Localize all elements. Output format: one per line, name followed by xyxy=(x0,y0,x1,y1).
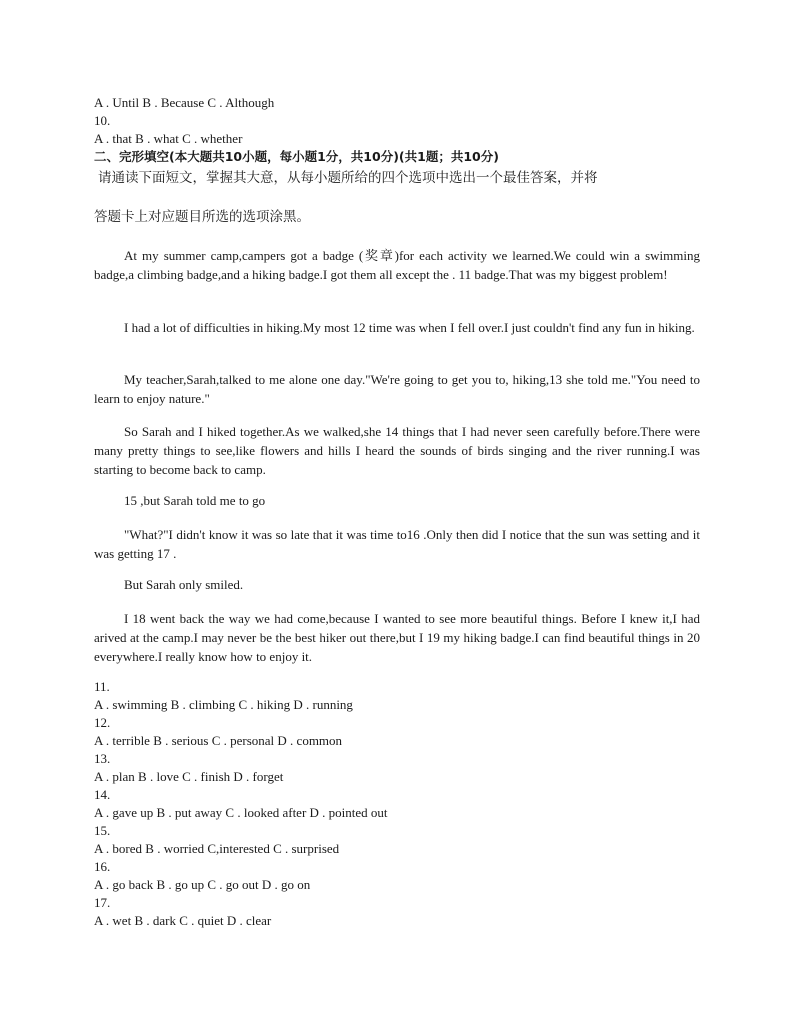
question-16-number: 16. xyxy=(94,859,111,874)
question-11-number: 11. xyxy=(94,679,110,694)
question-11-options: A . swimming B . climbing C . hiking D . running xyxy=(94,697,353,712)
passage-paragraph-4: So Sarah and I hiked together.As we walked,she 14 things that I had never seen carefully before.There were many pretty things to see,like flowers and hills I heard the sounds of birds singing and the river running.I was starting to become back to camp. xyxy=(94,424,700,477)
instruction-line-1: 请通读下面短文，掌握其大意，从每小题所给的四个选项中选出一个最佳答案，并将 xyxy=(98,170,598,186)
passage-paragraph-7: But Sarah only smiled. xyxy=(124,577,244,592)
passage-paragraph-8: I 18 went back the way we had come,because I wanted to see more beautiful things. Before I knew it,I had arived at the camp.I may never be the best hiker out there,but I 19 my hiking badge.I can find beautiful things in 20 everywhere.I really know how to enjoy it. xyxy=(94,611,700,664)
question-13-number: 13. xyxy=(94,751,111,766)
q9-options: A . Until B . Because C . Although xyxy=(94,95,275,110)
instruction-line-2: 答题卡上对应题目所选的选项涂黑。 xyxy=(94,209,310,225)
question-15-number: 15. xyxy=(94,823,111,838)
q10-options: A . that B . what C . whether xyxy=(94,131,243,146)
question-13-options: A . plan B . love C . finish D . forget xyxy=(94,769,284,784)
question-15-options: A . bored B . worried C,interested C . surprised xyxy=(94,841,340,856)
question-14-options: A . gave up B . put away C . looked after D . pointed out xyxy=(94,805,388,820)
passage-paragraph-6: "What?"I didn't know it was so late that it was time to16 .Only then did I notice that the sun was setting and it was getting 17 . xyxy=(94,527,700,561)
question-17-options: A . wet B . dark C . quiet D . clear xyxy=(94,913,272,928)
q10-number: 10. xyxy=(94,113,111,128)
section-heading: 二、完形填空(本大题共10小题，每小题1分，共10分)(共1题；共10分) xyxy=(94,149,499,164)
passage-paragraph-3: My teacher,Sarah,talked to me alone one day."We're going to get you to, hiking,13 she told me."You need to learn to enjoy nature." xyxy=(94,372,700,406)
question-17-number: 17. xyxy=(94,895,111,910)
passage-paragraph-1: At my summer camp,campers got a badge (奖章)for each activity we learned.We could win a swimming badge,a climbing badge,and a hiking badge.I got them all except the . 11 badge.That was my biggest problem! xyxy=(94,248,700,282)
question-16-options: A . go back B . go up C . go out D . go on xyxy=(94,877,311,892)
question-12-number: 12. xyxy=(94,715,111,730)
passage-paragraph-2: I had a lot of difficulties in hiking.My most 12 time was when I fell over.I just couldn't find any fun in hiking. xyxy=(124,320,695,335)
question-12-options: A . terrible B . serious C . personal D . common xyxy=(94,733,343,748)
question-14-number: 14. xyxy=(94,787,111,802)
passage-paragraph-5: 15 ,but Sarah told me to go xyxy=(124,493,266,508)
